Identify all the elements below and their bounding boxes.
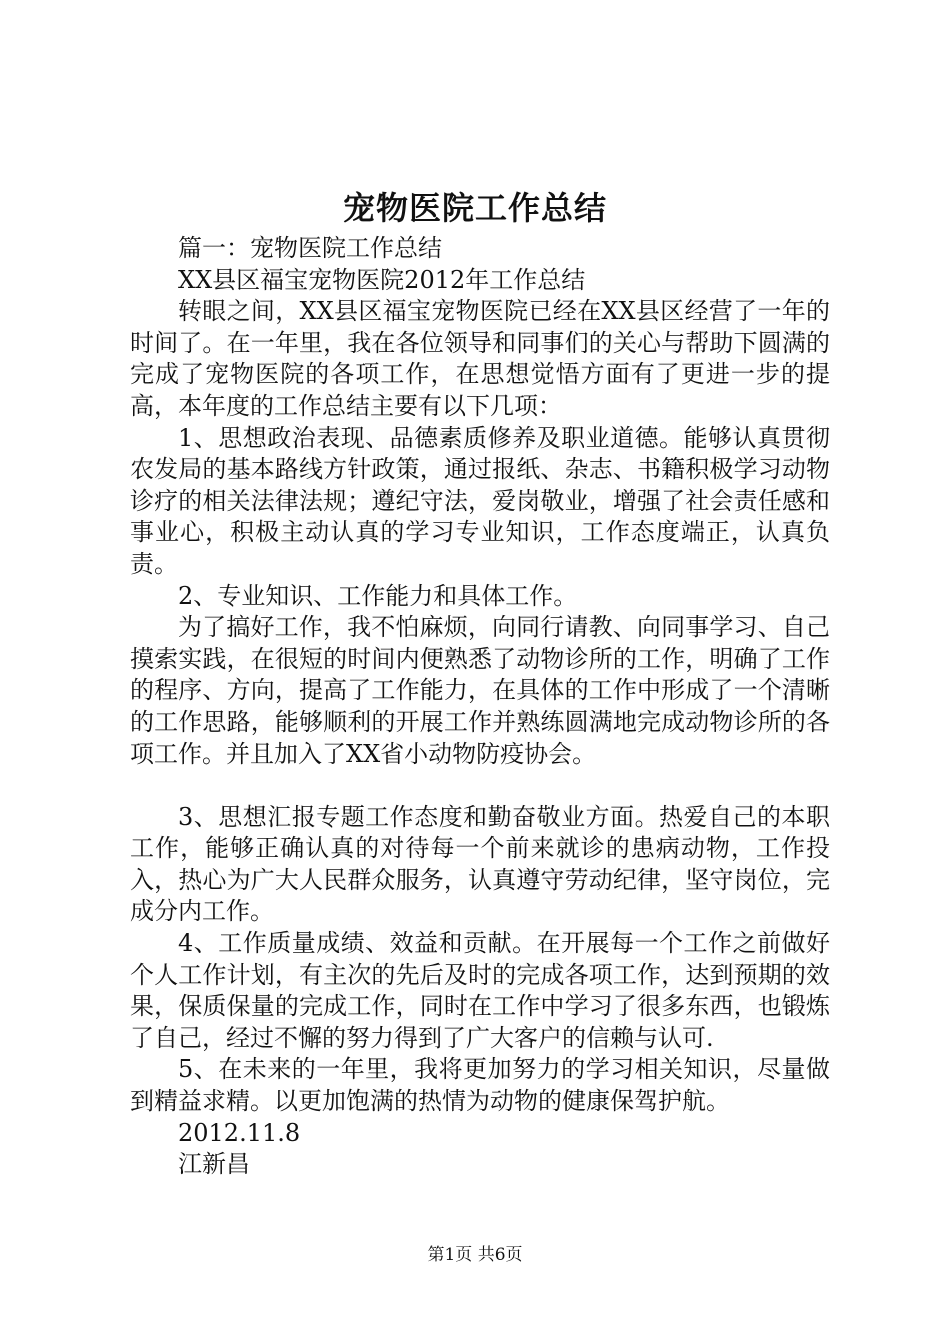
paragraph-item-2-heading: 2、专业知识、工作能力和具体工作。 [178,581,578,610]
page-footer: 第1页 共6页 [427,1245,523,1265]
paragraph-section-heading: 篇一：宠物医院工作总结 [178,234,442,262]
paragraph-item-4: 4、工作质量成绩、效益和贡献。在开展每一个工作之前做好个人工作计划，有主次的先后及时的完成各项工作，达到预期的效果，保质保量的完成工作，同时在工作中学习了很多东西，也锻炼了自己，经过不懈的努力得到了广大客户的信赖与认可. [130,929,830,1052]
document-body [130,233,830,1181]
paragraph-item-3: 3、思想汇报专题工作态度和勤奋敬业方面。热爱自己的本职工作，能够正确认真的对待每一个前来就诊的患病动物，工作投入，热心为广大人民群众服务，认真遵守劳动纪律，坚守岗位，完成分内工作。 [130,802,830,926]
paragraph-author: 江新昌 [178,1150,250,1179]
paragraph-subtitle: XX县区福宝宠物医院2012年工作总结 [178,265,586,294]
paragraph-item-2-body: 为了搞好工作，我不怕麻烦，向同行请教、向同事学习、自己摸索实践，在很短的时间内便熟悉了动物诊所的工作，明确了工作的程序、方向，提高了工作能力，在具体的工作中形成了一个清晰的工作思路，能够顺利的开展工作并熟练圆满地完成动物诊所的各项工作。并且加入了XX省小动物防疫协会。 [130,613,830,768]
paragraph-item-5: 5、在未来的一年里，我将更加努力的学习相关知识，尽量做到精益求精。以更加饱满的热情为动物的健康保驾护航。 [130,1055,830,1116]
document-title: 宠物医院工作总结 [342,189,607,227]
paragraph-intro: 转眼之间，XX县区福宝宠物医院已经在XX县区经营了一年的时间了。在一年里，我在各位领导和同事们的关心与帮助下圆满的完成了宠物医院的各项工作，在思想觉悟方面有了更进一步的提高，本年度的工作总结主要有以下几项： [130,297,830,420]
paragraph-item-1: 1、思想政治表现、品德素质修养及职业道德。能够认真贯彻农发局的基本路线方针政策，通过报纸、杂志、书籍积极学习动物诊疗的相关法律法规；遵纪守法，爱岗敬业，增强了社会责任感和事业心，积极主动认真的学习专业知识，工作态度端正，认真负责。 [130,423,830,578]
paragraph-date: 2012.11.8 [178,1118,301,1147]
